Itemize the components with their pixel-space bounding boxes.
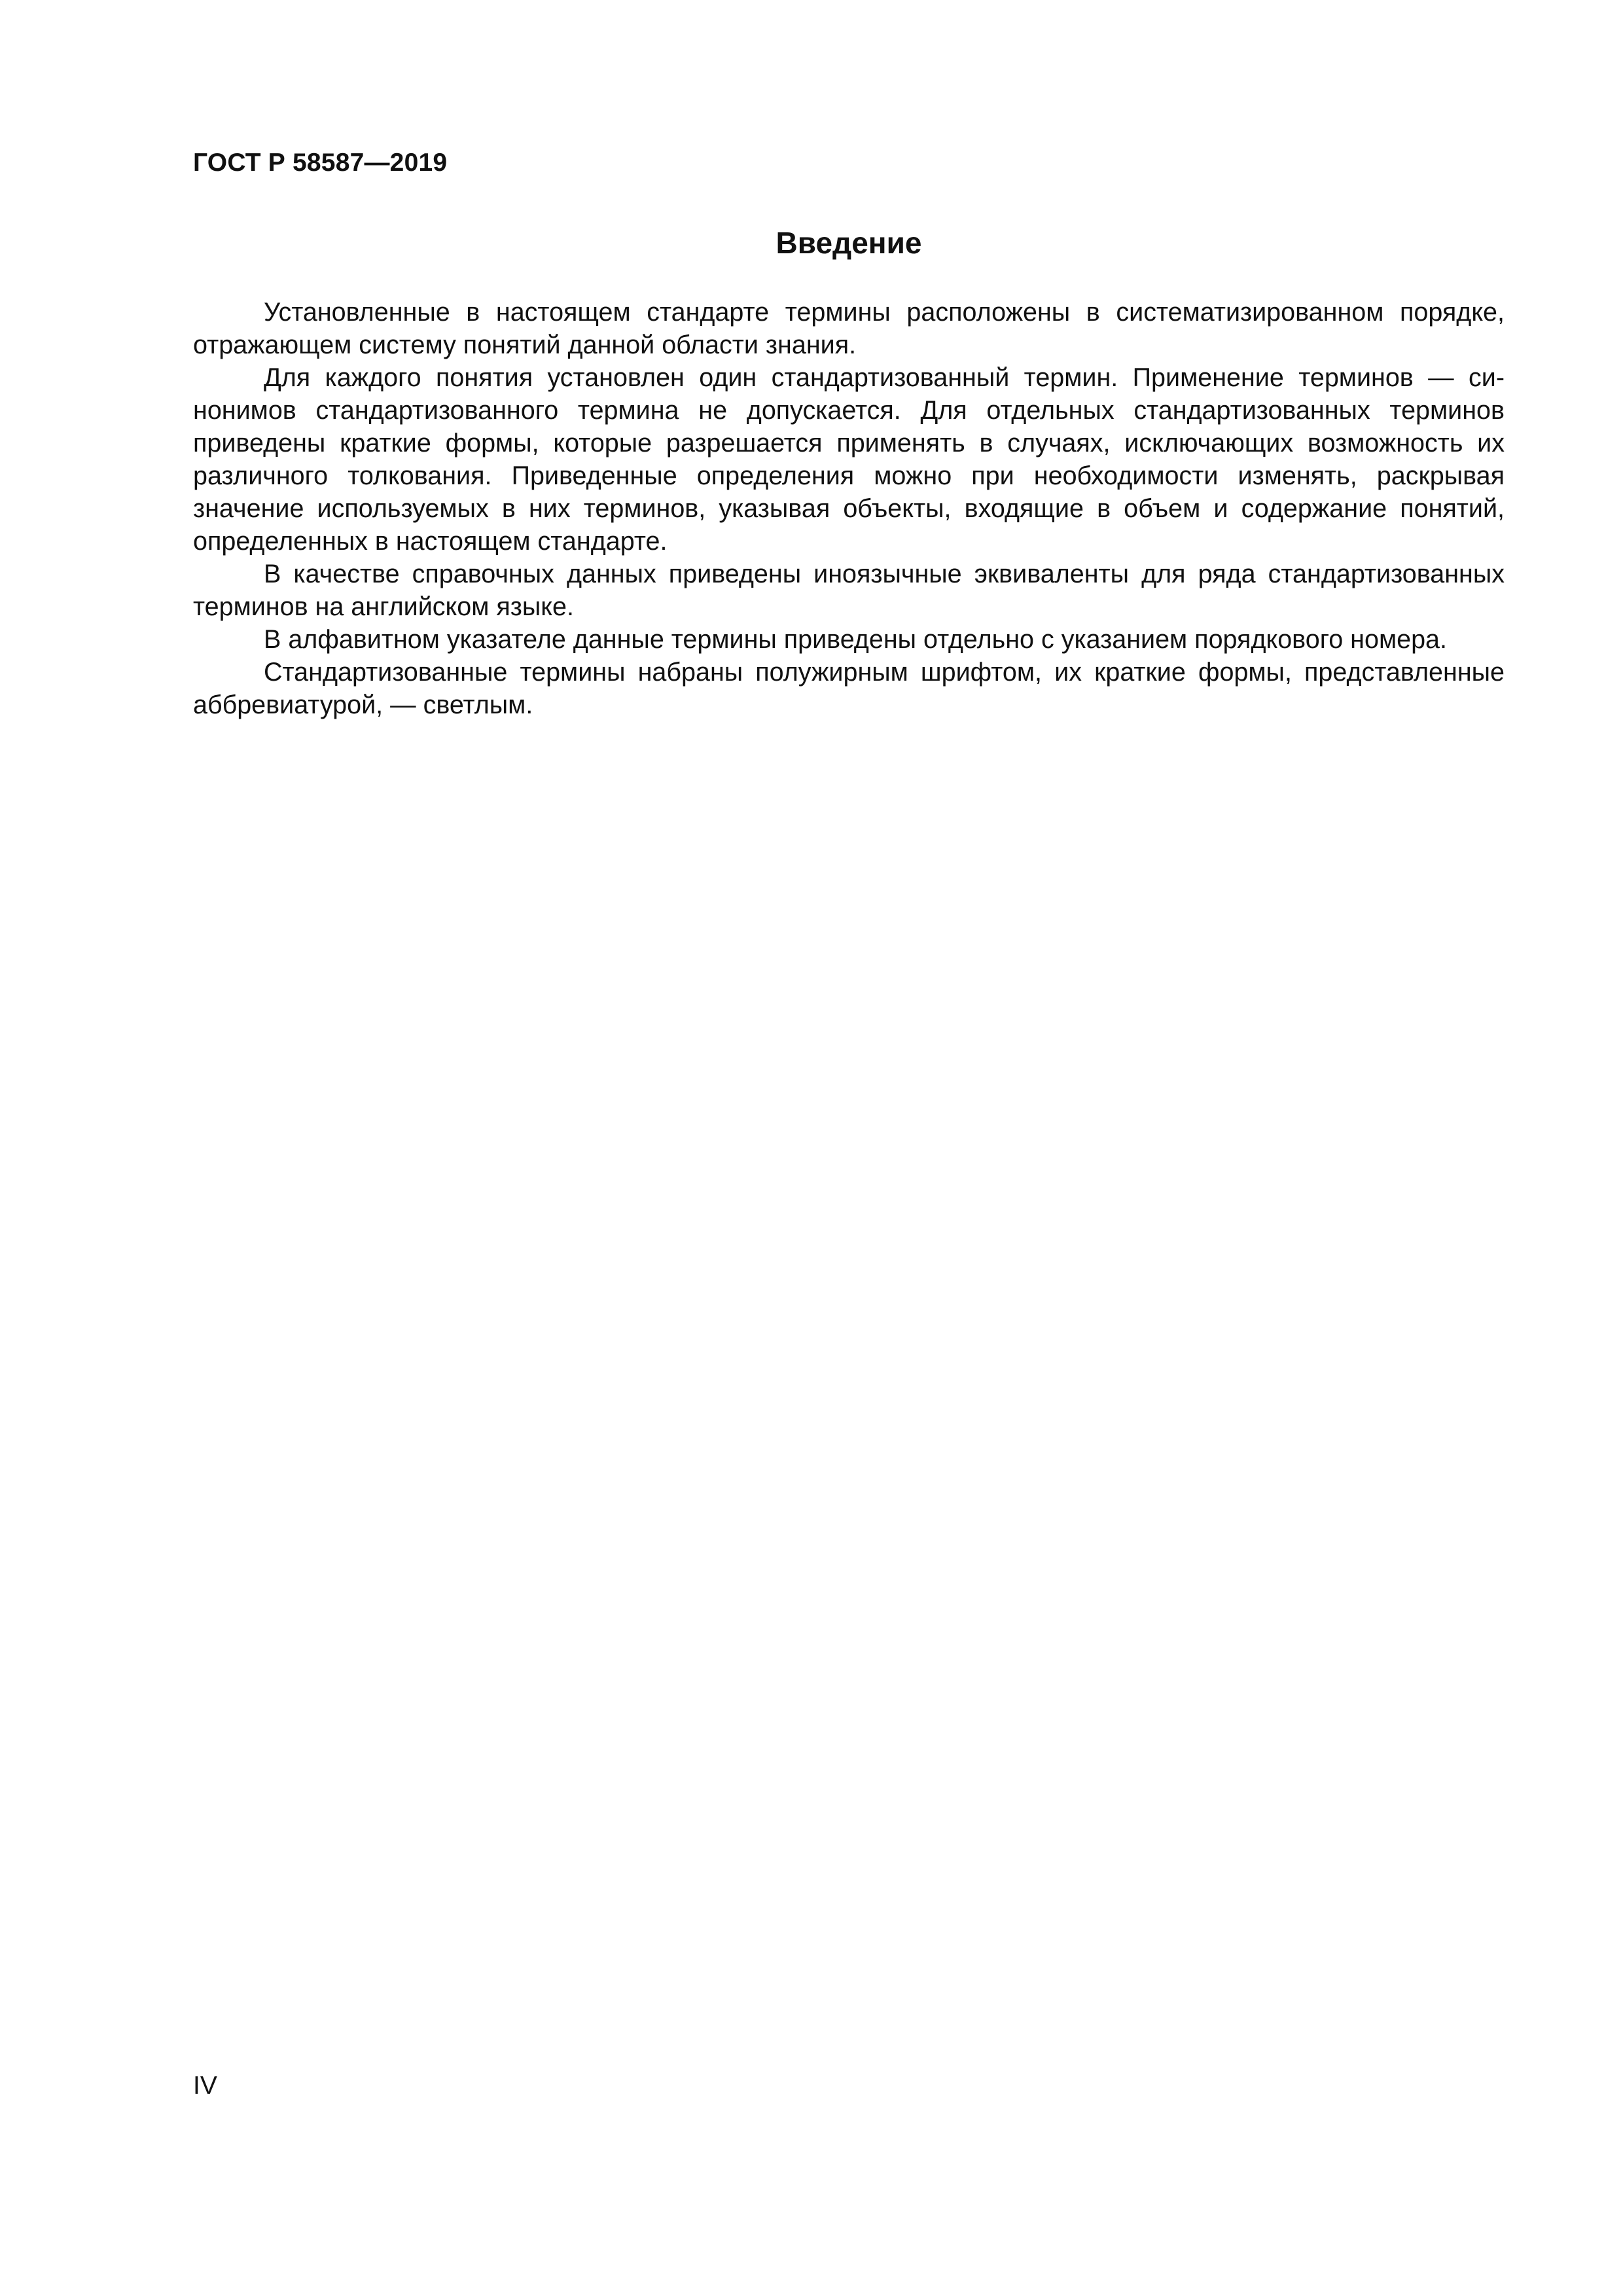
body-text: [193, 296, 1505, 721]
paragraph: Стандартизованные термины набраны полужирным шрифтом, их краткие формы, представленные аббревиатурой, — светлым.: [193, 658, 1505, 719]
paragraph: В качестве справочных данных приведены иноязычные эквиваленты для ряда стандартизованных терминов на английском языке.: [193, 560, 1505, 621]
paragraph: В алфавитном указателе данные термины приведены отдельно с указанием порядкового номера.: [264, 625, 1447, 654]
section-title: Введение: [776, 226, 922, 260]
paragraph: Для каждого понятия установлен один стандартизованный термин. Применение терминов — синонимов стандартизованного термина не допускается. Для отдельных стандартизованных терминов приведены краткие формы, которые разрешается применять в случаях, исключающих возможность их различного толкования. Приведенные определения можно при необходимости изменять, раскрывая значение используемых в них терминов, указывая объекты, входящие в объем и содержание понятий, определенных в настоящем стандарте.: [193, 363, 1505, 556]
document-id: ГОСТ Р 58587—2019: [193, 149, 448, 177]
paragraph: Установленные в настоящем стандарте термины расположены в систематизированном порядке, отражающем систему понятий данной области знания.: [193, 298, 1505, 359]
page-number: IV: [193, 2072, 217, 2100]
